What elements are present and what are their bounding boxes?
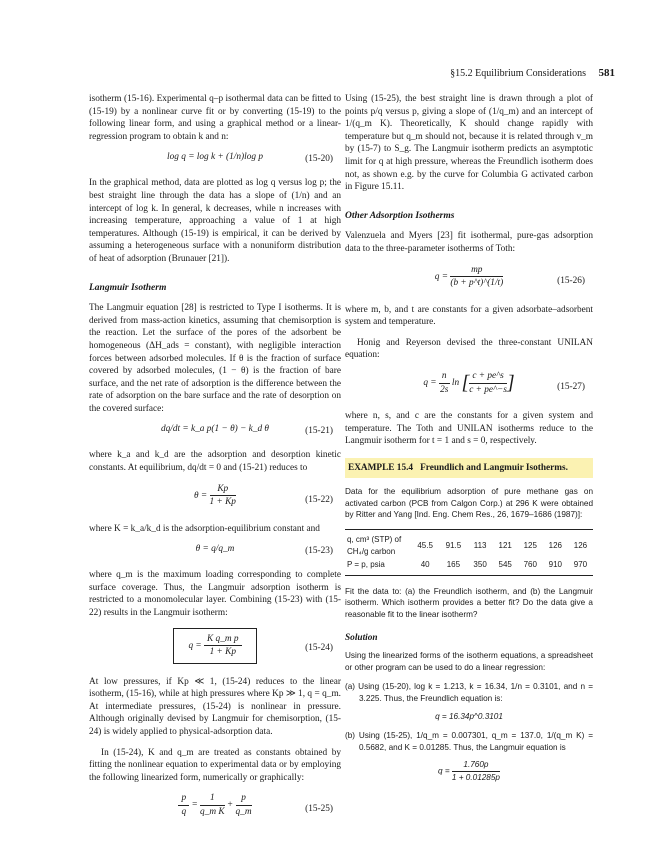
- equation-lhs: q =: [423, 378, 437, 389]
- numerator: Kp: [210, 483, 236, 497]
- denominator: (b + p^t)^(1/t): [450, 278, 504, 289]
- numerator: 1: [200, 792, 225, 806]
- numerator: c + pe^s: [469, 370, 507, 384]
- numerator: p: [178, 792, 189, 806]
- equals-sign: =: [191, 800, 198, 811]
- table-cell: 126: [568, 530, 593, 559]
- left-bracket: [: [461, 371, 470, 394]
- numerator: 1.760p: [452, 759, 500, 772]
- running-header: [450, 67, 615, 79]
- equation-body: log q = log k + (1/n)log p: [167, 152, 263, 163]
- denominator: q: [181, 806, 187, 817]
- table-cell: 40: [411, 558, 439, 575]
- equation-number: (15-22): [305, 494, 333, 505]
- numerator: mp: [450, 264, 503, 278]
- example-body: [345, 486, 593, 783]
- table-cell: 760: [518, 558, 543, 575]
- denominator: q_m K: [200, 806, 225, 817]
- paragraph: Honig and Reyerson devised the three-constant UNILAN equation:: [345, 337, 593, 361]
- boxed-equation: [173, 628, 256, 664]
- table-cell: 350: [468, 558, 493, 575]
- paragraph: At low pressures, if Kp ≪ 1, (15-24) reduces to the linear isotherm, (15-16), while at high pressures where Kp ≫ 1, q = q_m. At intermediate pressures, (15-24) is nonlinear in pressure. Although originally devised by Langmuir for chemisorption, (15-24) is widely applied to physical-adsorption data.: [89, 676, 341, 737]
- fraction: [450, 264, 503, 290]
- table-cell: 125: [518, 530, 543, 559]
- fraction: [178, 792, 189, 818]
- right-column: [345, 93, 593, 792]
- numerator: n: [439, 370, 450, 384]
- paragraph: The Langmuir equation [28] is restricted to Type I isotherms. It is derived from mass-action kinetics, assuming that chemisorption is the reaction. Let the surface of the pores of the adsorbent be homogeneous (ΔH_ads = constant), with negligible interaction forces between adsorbed molecules. If θ is the fraction of surface covered by adsorbed molecules, (1 − θ) is the fraction of bare surface, and the net rate of adsorption is the difference between the rate of adsorption on the bare surface and the rate of desorption on the covered surface:: [89, 303, 341, 414]
- paragraph: Using (15-25), the best straight line is drawn through a plot of points p/q versus p, giving a slope of (1/q_m) and an intercept of 1/(q_m K). Theoretically, K should change rapidly with temperature but q_m should not, because it is related through v_m by (15-7) to S_g. The Langmuir isotherm predicts an asymptotic limit for q at high pressure, whereas the Freundlich isotherm does not, as shown e.g. by the curve for Columbia G activated carbon in Figure 15.11.: [345, 94, 593, 193]
- paragraph: In the graphical method, data are plotted as log q versus log p; the best straight line through the data has a slope of (1/n) and an intercept of log k. In general, k decreases, while n increases with increasing temperature, approaching a value of 1 at high temperatures. Although (15-19) is empirical, it can be derived by assuming a heterogeneous surface with a nonuniform distribution of heat of adsorption (Brunauer [21]).: [89, 178, 341, 264]
- fraction: [204, 633, 242, 659]
- equation-number: (15-25): [305, 804, 333, 815]
- paragraph: where q_m is the maximum loading corresponding to complete surface coverage. Thus, the Langmuir adsorption isotherm is restricted to a monomolecular layer. Combining (15-23) with (15-22) results in the Langmuir isotherm:: [89, 570, 341, 619]
- equation-lhs: θ =: [194, 490, 208, 501]
- table-cell: 970: [568, 558, 593, 575]
- solution-item-b: (b) Using (15-25), 1/q_m = 0.007301, q_m = 137.0, 1/(q_m K) = 0.5682, and K = 0.01285. Thus, the Langmuir equation is: [345, 731, 593, 752]
- table-cell: 126: [543, 530, 568, 559]
- fraction: [200, 792, 225, 818]
- paragraph: where K = k_a/k_d is the adsorption-equilibrium constant and: [89, 523, 320, 534]
- example-label: EXAMPLE 15.4: [348, 462, 414, 473]
- freundlich-equation: q = 16.34p^0.3101: [435, 711, 503, 721]
- denominator: c + pe^−s: [469, 384, 507, 395]
- equation-15-21: [89, 423, 341, 443]
- solution-item-a: (a) Using (15-20), log k = 1.213, k = 16.34, 1/n = 0.3101, and n = 3.225. Thus, the Freundlich equation is:: [345, 682, 593, 703]
- equation-lhs: q =: [434, 271, 449, 282]
- equation-number: (15-21): [305, 426, 333, 437]
- fraction: [236, 792, 252, 818]
- equation-lhs: q =: [188, 640, 202, 651]
- langmuir-equation: [345, 759, 593, 783]
- table-row: [345, 530, 593, 559]
- numerator: p: [236, 792, 252, 806]
- fraction: [210, 483, 236, 509]
- paragraph: Using the linearized forms of the isotherm equations, a spreadsheet or other program can be used to do a linear regression:: [345, 651, 593, 672]
- equation-15-23: [89, 543, 341, 563]
- solution-heading: Solution: [345, 632, 378, 643]
- equation-15-20: [89, 151, 341, 171]
- table-cell: 113: [468, 530, 493, 559]
- fraction: [469, 370, 507, 396]
- paragraph: Fit the data to: (a) the Freundlich isotherm, and (b) the Langmuir isotherm. Which isotherm provides a better fit? Do the data give a reasonable fit to the linear isotherm?: [345, 586, 593, 620]
- paragraph: In (15-24), K and q_m are treated as constants obtained by fitting the nonlinear equation to experimental data or by employing the following linearized form, numerically or graphically:: [89, 747, 341, 783]
- equation-body: θ = q/q_m: [195, 544, 235, 555]
- equation-number: (15-23): [305, 546, 333, 557]
- denominator: 1 + Kp: [209, 497, 236, 508]
- table-cell: 545: [493, 558, 518, 575]
- equation-number: (15-24): [305, 642, 333, 653]
- equation-number: (15-27): [557, 381, 585, 392]
- table-cell: 121: [493, 530, 518, 559]
- table-cell: 91.5: [439, 530, 467, 559]
- section-heading: Other Adsorption Isotherms: [345, 210, 455, 221]
- denominator: 1 + Kp: [209, 647, 236, 658]
- equation-15-25: [89, 792, 341, 826]
- equation-15-24: [89, 628, 341, 670]
- paragraph: Data for the equilibrium adsorption of pure methane gas on activated carbon (PCB from Calgon Corp.) at 296 K were obtained by Ritter and Yang [Ind. Eng. Chem Res., 26, 1679–1686 (1987)]:: [345, 487, 593, 520]
- table-cell: 45.5: [411, 530, 439, 559]
- fraction: [452, 759, 500, 783]
- row-label: P = p, psia: [345, 558, 411, 575]
- ln-operator: ln: [451, 378, 460, 389]
- denominator: 1 + 0.01285p: [451, 772, 500, 782]
- section-title: §15.2 Equilibrium Considerations: [450, 68, 586, 79]
- section-heading: Langmuir Isotherm: [89, 282, 167, 293]
- denominator: q_m: [235, 806, 252, 817]
- page-number: 581: [598, 67, 615, 79]
- right-bracket: ]: [506, 371, 515, 394]
- equation-15-27: [345, 370, 593, 404]
- data-table: [345, 529, 593, 576]
- example-header: [345, 458, 593, 479]
- numerator: K q_m p: [204, 633, 242, 647]
- equation-number: (15-26): [557, 275, 585, 286]
- paragraph: where m, b, and t are constants for a given adsorbate–adsorbent system and temperature.: [345, 304, 593, 328]
- paragraph: isotherm (15-16). Experimental q–p isothermal data can be fitted to (15-19) by a nonlinear curve fit or by converting (15-19) to the following linear form, and using a graphical method or a linear-regression program to obtain k and n:: [89, 94, 341, 142]
- paragraph: Valenzuela and Myers [23] fit isothermal, pure-gas adsorption data to the three-parameter isotherms of Toth:: [345, 231, 593, 254]
- plus-sign: +: [226, 800, 234, 811]
- table-cell: 165: [439, 558, 467, 575]
- equation-15-22: [89, 483, 341, 517]
- left-column: [89, 93, 341, 832]
- fraction: [439, 370, 450, 396]
- denominator: 2s: [440, 384, 449, 395]
- equation-15-26: [345, 264, 593, 298]
- equation-lhs: q =: [438, 766, 450, 776]
- paragraph: where n, s, and c are the constants for a given system and temperature. The Toth and UNILAN isotherms reduce to the Langmuir isotherm for t = 1 and s = 0, respectively.: [345, 410, 593, 447]
- row-label: q, cm³ (STP) of CH₄/g carbon: [345, 530, 411, 559]
- table-cell: 910: [543, 558, 568, 575]
- equation-number: (15-20): [305, 154, 333, 165]
- equation-body: dq/dt = k_a p(1 − θ) − k_d θ: [161, 424, 269, 435]
- table-row: [345, 558, 593, 575]
- example-title: Freundlich and Langmuir Isotherms.: [420, 462, 568, 473]
- paragraph: where k_a and k_d are the adsorption and desorption kinetic constants. At equilibrium, dq/dt = 0 and (15-21) reduces to: [89, 450, 341, 474]
